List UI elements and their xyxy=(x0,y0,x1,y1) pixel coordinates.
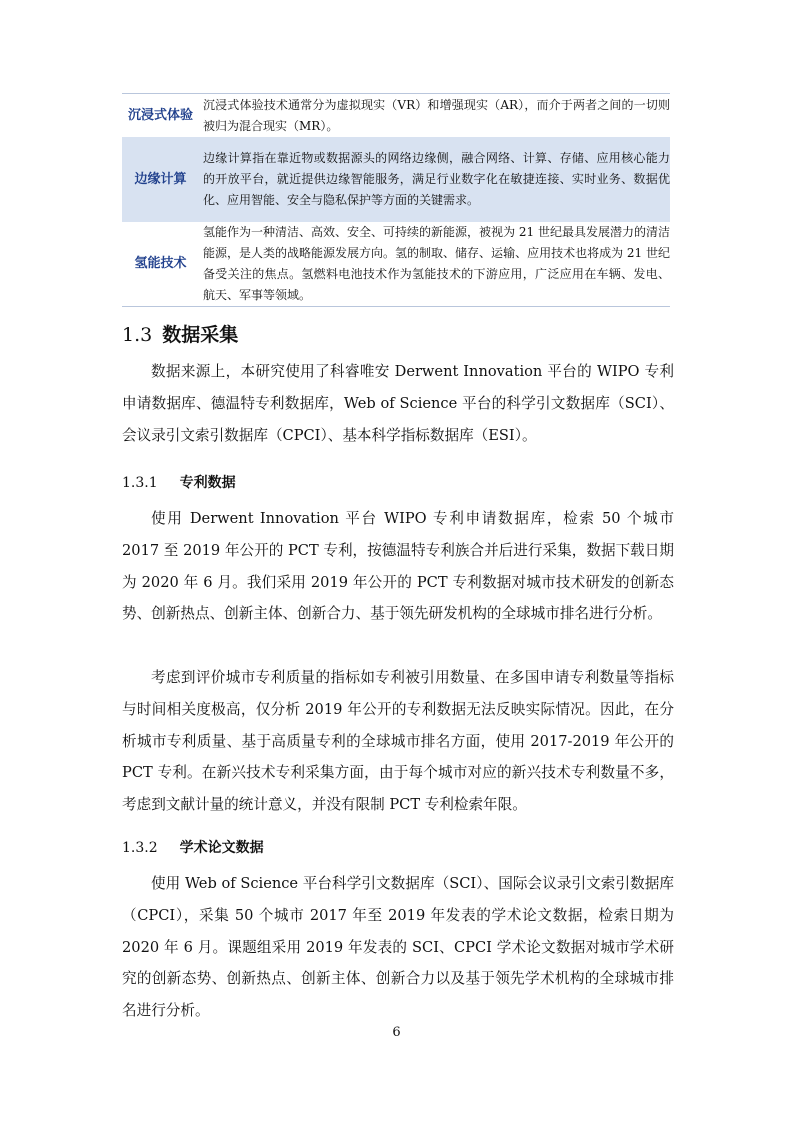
section-title: 数据采集 xyxy=(162,324,239,346)
subsection-heading-patent xyxy=(122,473,236,493)
term-cell: 沉浸式体验 xyxy=(122,94,199,138)
page-number: 6 xyxy=(392,1025,401,1040)
term-cell: 边缘计算 xyxy=(122,137,199,222)
subsection-heading-papers xyxy=(122,838,264,858)
subsection-number: 1.3.1 xyxy=(122,475,158,491)
terms-table xyxy=(122,93,670,307)
section-number: 1.3 xyxy=(122,324,153,346)
section-heading xyxy=(122,322,238,348)
table-row xyxy=(122,94,670,138)
definition-cell: 沉浸式体验技术通常分为虚拟现实（VR）和增强现实（AR），而介于两者之间的一切则被归为混合现实（MR）。 xyxy=(199,94,670,138)
definition-cell: 边缘计算指在靠近物或数据源头的网络边缘侧，融合网络、计算、存储、应用核心能力的开放平台，就近提供边缘智能服务，满足行业数字化在敏捷连接、实时业务、数据优化、应用智能、安全与隐私保护等方面的关键需求。 xyxy=(199,137,670,222)
term-cell: 氢能技术 xyxy=(122,222,199,307)
subsection-number: 1.3.2 xyxy=(122,840,158,856)
patent-paragraph-2: 考虑到评价城市专利质量的指标如专利被引用数量、在多国申请专利数量等指标与时间相关度极高，仅分析 2019 年公开的专利数据无法反映实际情况。因此，在分析城市专利质量、基于高质量专利的全球城市排名方面，使用 2017-2019 年公开的 PCT 专利。在新兴技术专利采集方面，由于每个城市对应的新兴技术专利数量不多，考虑到文献计量的统计意义，并没有限制 PCT 专利检索年限。 xyxy=(122,669,674,814)
papers-paragraph-1: 使用 Web of Science 平台科学引文数据库（SCI）、国际会议录引文索引数据库（CPCI），采集 50 个城市 2017 年至 2019 年发表的学术论文数据，检索日期为 2020 年 6 月。课题组采用 2019 年发表的 SCI、CPCI 学术论文数据对城市学术研究的创新态势、创新热点、创新主体、创新合力以及基于领先学术机构的全球城市排名进行分析。 xyxy=(122,875,674,1020)
table-row xyxy=(122,137,670,222)
definition-cell: 氢能作为一种清洁、高效、安全、可持续的新能源，被视为 21 世纪最具发展潜力的清洁能源，是人类的战略能源发展方向。氢的制取、储存、运输、应用技术也将成为 21 世纪备受关注的焦点。氢燃料电池技术作为氢能技术的下游应用，广泛应用在车辆、发电、航天、军事等领域。 xyxy=(199,222,670,307)
table-row xyxy=(122,222,670,307)
patent-paragraph-1: 使用 Derwent Innovation 平台 WIPO 专利申请数据库，检索 50 个城市 2017 至 2019 年公开的 PCT 专利，按德温特专利族合并后进行采集，数据下载日期为 2020 年 6 月。我们采用 2019 年公开的 PCT 专利数据对城市技术研发的创新态势、创新热点、创新主体、创新合力、基于领先研发机构的全球城市排名进行分析。 xyxy=(122,510,674,623)
subsection-title: 学术论文数据 xyxy=(179,840,264,856)
subsection-title: 专利数据 xyxy=(179,475,236,491)
section-intro-paragraph: 数据来源上，本研究使用了科睿唯安 Derwent Innovation 平台的 WIPO 专利申请数据库、德温特专利数据库，Web of Science 平台的科学引文数据库（SCI）、会议录引文索引数据库（CPCI）、基本科学指标数据库（ESI）。 xyxy=(122,363,674,444)
